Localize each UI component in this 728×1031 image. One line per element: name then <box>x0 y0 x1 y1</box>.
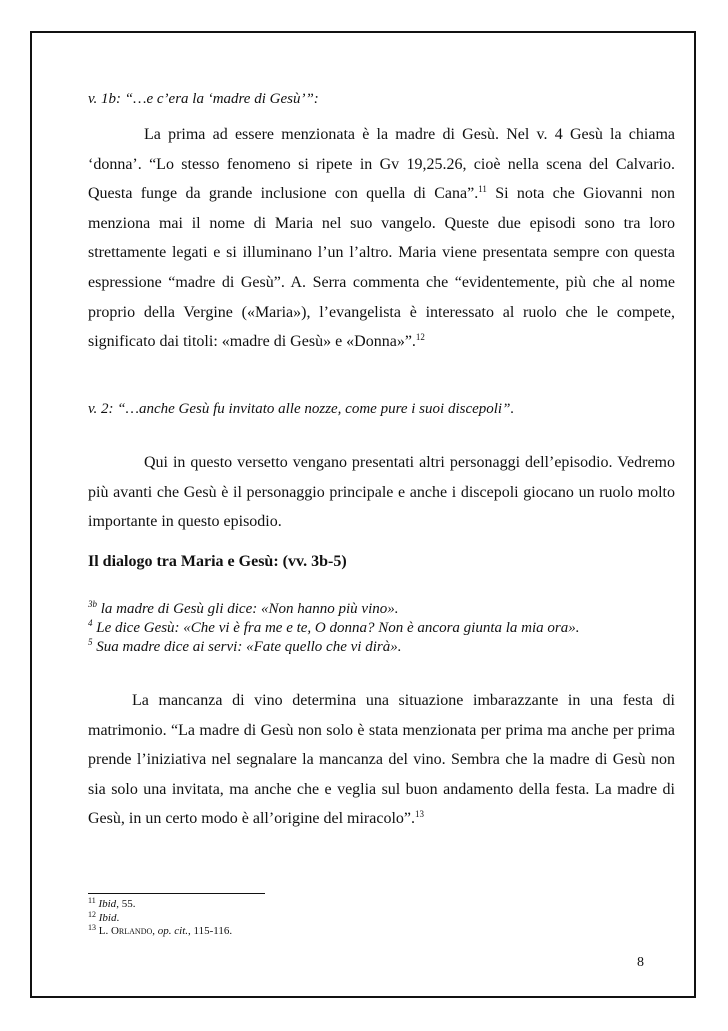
paragraph-3 <box>88 686 675 834</box>
page-frame <box>30 31 696 998</box>
footnote-text: . <box>116 911 120 924</box>
paragraph-3-text: La mancanza di vino determina una situazione imbarazzante in una festa di matrimonio. “La madre di Gesù non solo è stata menzionata per prima ma anche per prima prende l’iniziativa nel segnalare la mancanza del vino. Sembra che la madre di Gesù non sia solo una invitata, ma anche che e veglia sul buon andamento della festa. La madre di Gesù, in un certo modo è all’origine del miracolo”. <box>88 692 675 828</box>
footnote-ref-11[interactable]: 11 <box>478 184 487 195</box>
paragraph-2-text: Qui in questo versetto vengano presentati altri personaggi dell’episodio. Vedremo più avanti che Gesù è il personaggio principale e anche i discepoli giocano un ruolo molto importante in questo episodio. <box>88 454 675 531</box>
footnotes <box>88 898 675 939</box>
footnote-text: , 55. <box>116 898 136 910</box>
footnote-author: Orlando <box>110 925 153 937</box>
verse-number: 5 <box>88 637 93 647</box>
footnote-13 <box>88 925 675 939</box>
verse-heading-1b: v. 1b: “…e c’era la ‘madre di Gesù’”: <box>88 91 319 107</box>
paragraph-2 <box>88 448 675 537</box>
scripture-quotes <box>88 600 675 657</box>
footnote-number: 13 <box>88 923 96 932</box>
paragraph-1-text-b: Si nota che Giovanni non menziona mai il nome di Maria nel suo vangelo. Queste due episodi sono tra loro strettamente legati e si illuminano l’un l’altro. Maria viene presentata sempre con questa espressione “madre di Gesù”. A. Serra commenta che “evidentemente, più che al nome proprio della Vergine («Maria»), l’evangelista è interessato al ruolo che le compete, significato dai titoli: «madre di Gesù» e «Donna»”. <box>88 185 676 351</box>
quote-4 <box>88 619 675 638</box>
quote-text: Sua madre dice ai servi: «Fate quello che vi dirà». <box>92 639 402 655</box>
footnote-ref-12[interactable]: 12 <box>415 332 425 343</box>
footnote-ref-13[interactable]: 13 <box>415 809 425 820</box>
footnote-11 <box>88 898 675 912</box>
quote-text: la madre di Gesù gli dice: «Non hanno più vino». <box>97 601 399 617</box>
paragraph-1 <box>88 120 675 357</box>
footnote-separator <box>88 893 265 894</box>
footnote-citation: op. cit. <box>157 925 189 937</box>
footnote-text: , 115-116. <box>188 925 233 937</box>
verse-number: 3b <box>88 599 97 609</box>
quote-text: Le dice Gesù: «Che vi è fra me e te, O donna? Non è ancora giunta la mia ora». <box>92 620 580 636</box>
verse-heading-2: v. 2: “…anche Gesù fu invitato alle nozze, come pure i suoi discepoli”. <box>88 401 515 417</box>
footnote-12 <box>88 909 675 926</box>
footnote-number: 11 <box>88 896 96 905</box>
quote-5 <box>88 638 675 657</box>
footnote-separator-text: , <box>152 925 158 937</box>
paragraph-1-text-a: La prima ad essere menzionata è la madre di Gesù. Nel v. 4 Gesù la chiama ‘donna’. “Lo stesso fenomeno si ripete in Gv 19,25.26, cioè nella scena del Calvario. Questa funge da grande inclusione con quella di Cana”. <box>88 126 675 203</box>
footnote-author-initial: L. <box>98 925 111 937</box>
footnote-citation: Ibid <box>98 898 117 910</box>
quote-3b <box>88 600 675 619</box>
verse-number: 4 <box>88 618 93 628</box>
section-heading-dialogo: Il dialogo tra Maria e Gesù: (vv. 3b-5) <box>88 553 347 570</box>
footnote-citation: Ibid <box>98 911 117 924</box>
footnote-number: 12 <box>88 909 96 919</box>
page-number: 8 <box>637 955 644 970</box>
